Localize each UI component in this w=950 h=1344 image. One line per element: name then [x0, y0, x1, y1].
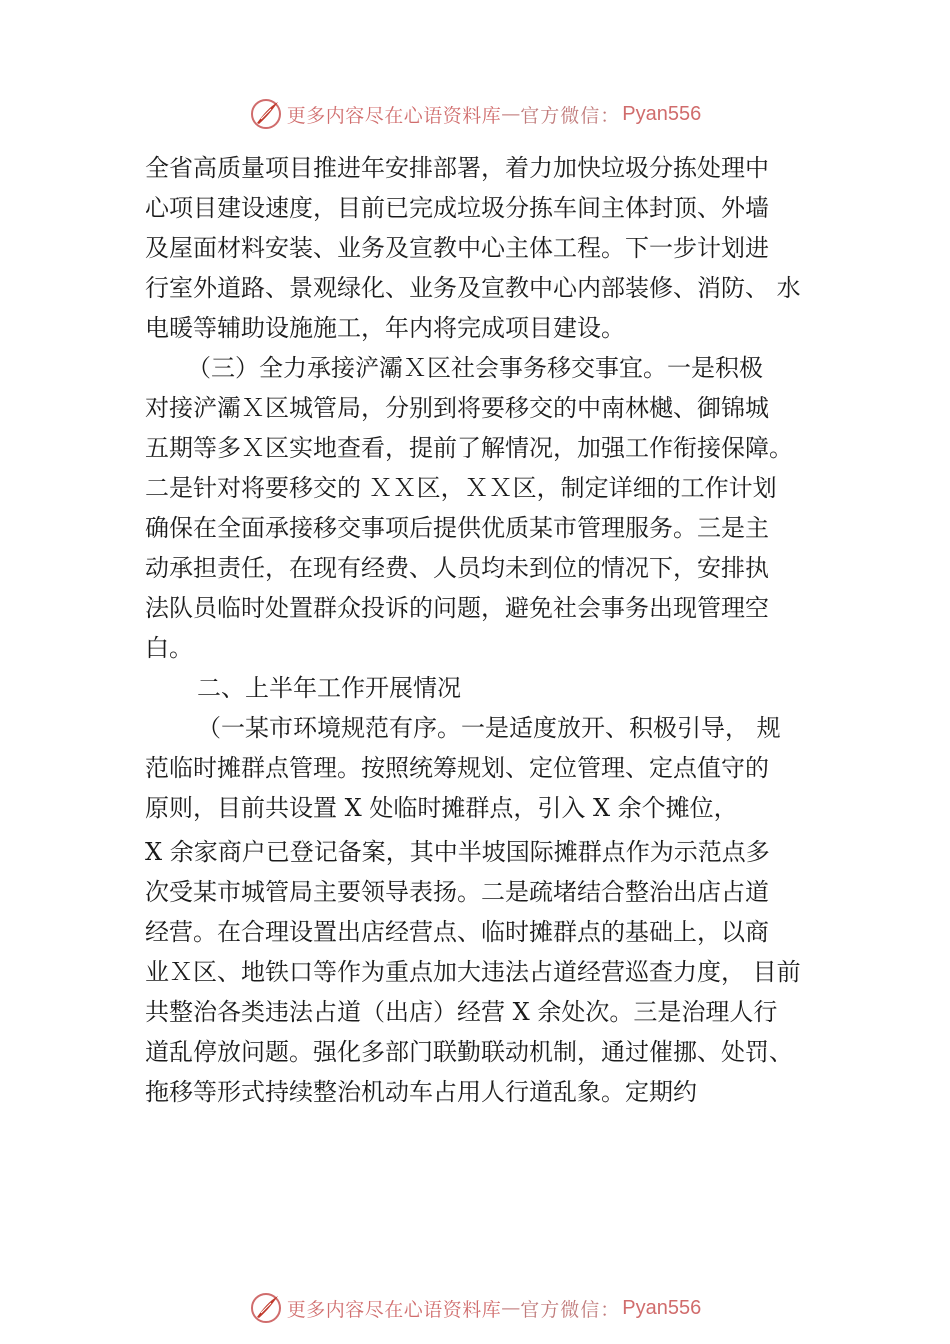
banner-wechat-id: Pyan556	[622, 102, 702, 125]
text-line: 范临时摊群点管理。按照统筹规划、定位管理、定点值守的	[145, 754, 769, 782]
text-line: 法队员临时处置群众投诉的问题，避免社会事务出现管理空	[145, 594, 769, 622]
banner-slogan: 更多内容尽在心语资料库	[286, 104, 502, 127]
text-line: 动承担责任，在现有经费、人员均未到位的情况下，安排执	[145, 554, 769, 582]
text-line: 对接浐灞Ｘ区城管局，分别到将要移交的中南林樾、御锦城	[145, 394, 769, 422]
text-line: 道乱停放问题。强化多部门联勤联动机制，通过催挪、处罚、	[145, 1038, 793, 1066]
text-line: 白。	[145, 634, 193, 662]
text-line: 五期等多Ｘ区实地查看，提前了解情况，加强工作衔接保障。	[145, 434, 793, 462]
text-line: 电暖等辅助设施施工，年内将完成项目建设。	[145, 314, 625, 342]
text-line: 全省高质量项目推进年安排部署，着力加快垃圾分拣处理中	[145, 154, 769, 182]
paragraph-heading-1: （一某市环境规范有序。一是适度放开、积极引导， 规	[197, 714, 781, 742]
text-line: 及屋面材料安装、业务及宣教中心主体工程。下一步计划进	[145, 234, 769, 262]
text-line: 业Ｘ区、地铁口等作为重点加大违法占道经营巡查力度， 目前	[145, 958, 801, 986]
text-line: 确保在全面承接移交事项后提供优质某市管理服务。三是主	[145, 514, 769, 542]
text-line: 共整治各类违法占道（出店）经营 X 余处次。三是治理人行	[145, 998, 778, 1026]
text-line: 原则，目前共设置 X 处临时摊群点，引入 X 余个摊位，	[145, 794, 738, 822]
paragraph-heading-3: （三）全力承接浐灞Ｘ区社会事务移交事宜。一是积极	[187, 354, 763, 382]
footer-watermark-banner	[0, 1288, 950, 1328]
banner-wechat-id: Pyan556	[622, 1296, 702, 1319]
header-watermark-banner	[0, 94, 950, 134]
quill-logo-icon	[249, 97, 283, 131]
text-line: 二是针对将要移交的 ＸＸ区，ＸＸ区，制定详细的工作计划	[145, 474, 777, 502]
text-line: 次受某市城管局主要领导表扬。二是疏堵结合整治出店占道	[145, 878, 769, 906]
banner-separator: —	[501, 1297, 521, 1319]
text-line: 心项目建设速度，目前已完成垃圾分拣车间主体封顶、外墙	[145, 194, 769, 222]
text-line: 行室外道路、景观绿化、业务及宣教中心内部装修、消防、 水	[145, 274, 801, 302]
text-line: 经营。在合理设置出店经营点、临时摊群点的基础上，以商	[145, 918, 769, 946]
quill-logo-icon	[249, 1291, 283, 1325]
banner-slogan: 更多内容尽在心语资料库	[286, 1298, 502, 1321]
banner-wechat-label: 官方微信：	[520, 104, 621, 127]
section-heading: 二、上半年工作开展情况	[197, 674, 461, 702]
banner-separator: —	[501, 103, 521, 125]
text-line: X 余家商户已登记备案，其中半坡国际摊群点作为示范点多	[145, 838, 770, 866]
banner-wechat-label: 官方微信：	[520, 1298, 621, 1321]
document-body	[145, 148, 815, 1112]
text-line: 拖移等形式持续整治机动车占用人行道乱象。定期约	[145, 1078, 697, 1106]
